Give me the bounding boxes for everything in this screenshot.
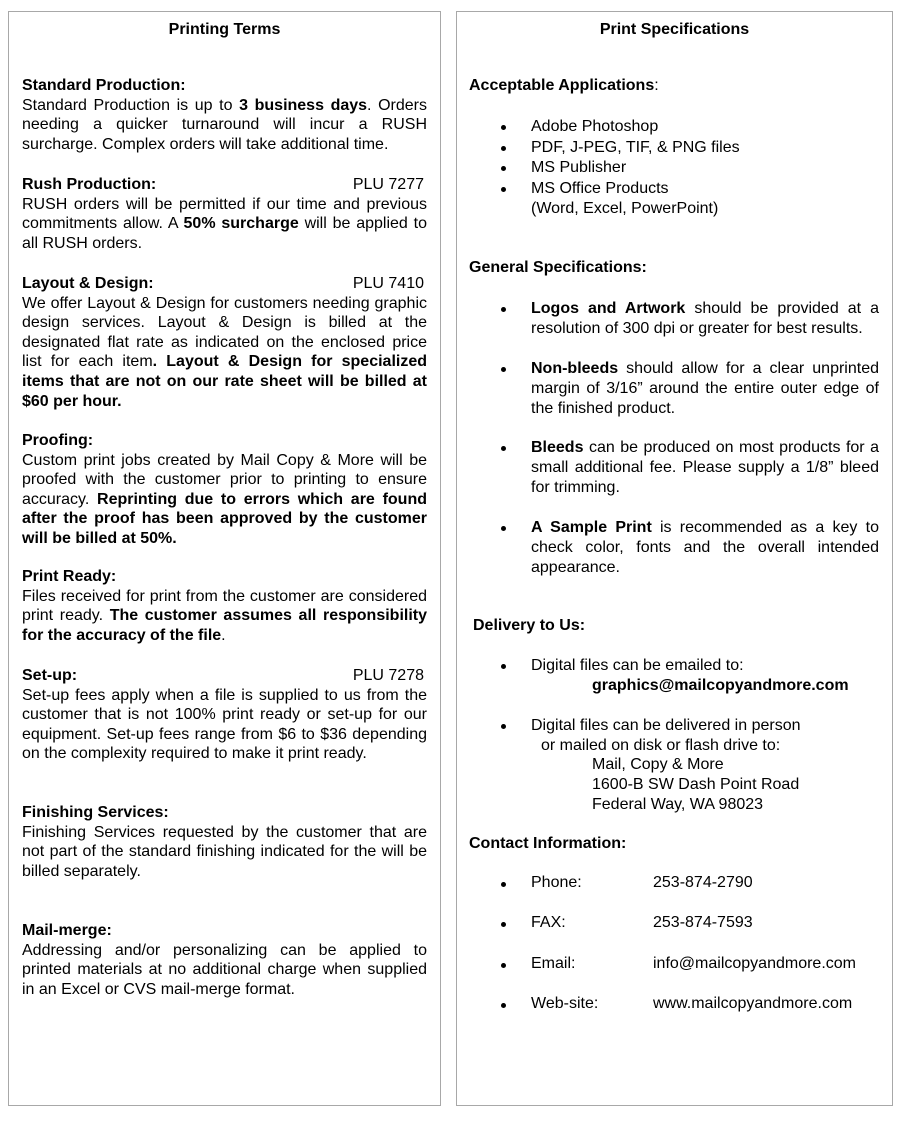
delivery-instruction-line1: Digital files can be delivered in person <box>531 717 801 734</box>
emphasis-text: Reprinting due to errors which are found after the proof has been approved by the customer will be billed at 50%. <box>22 490 427 547</box>
section-heading-text: Set-up: <box>22 667 78 684</box>
spec-description: is recommended as a key to check color, fonts and the overall intended appearance. <box>531 519 879 576</box>
plu-code <box>424 921 427 941</box>
terms-section <box>22 431 427 549</box>
section-heading <box>22 431 427 451</box>
address-line: Federal Way, WA 98023 <box>592 796 764 813</box>
bullet-icon <box>501 914 511 927</box>
bullet-icon <box>501 716 511 729</box>
terms-section <box>22 76 427 154</box>
terms-section <box>22 666 427 764</box>
contact-value[interactable]: www.mailcopyandmore.com <box>653 995 853 1012</box>
section-body <box>22 96 427 155</box>
plu-code: PLU 7278 <box>352 667 424 684</box>
spec-term: Logos and Artwork <box>531 300 686 317</box>
section-heading-text: Proofing: <box>22 432 94 449</box>
plu-code <box>424 803 427 823</box>
delivery-instruction-line2: or mailed on disk or flash drive to: <box>541 737 781 754</box>
bullet-icon <box>501 179 511 192</box>
address-line: Mail, Copy & More <box>592 756 724 773</box>
section-body <box>22 823 427 882</box>
spec-term: A Sample Print <box>531 519 652 536</box>
section-heading <box>22 666 427 686</box>
spec-description: should be provided at a resolution of 300 dpi or greater for best results. <box>531 300 880 337</box>
panel-title: Print Specifications <box>599 21 750 38</box>
bullet-icon <box>501 158 511 171</box>
body-text: . Orders needing a quicker turnaround will incur a RUSH surcharge. Complex orders will take additional time. <box>22 96 427 153</box>
emphasis-text: 50% surcharge <box>183 215 299 233</box>
section-body <box>22 686 427 764</box>
body-text: Files received for print from the customer are considered print ready. <box>22 587 427 625</box>
bullet-icon <box>501 518 511 531</box>
body-text: Custom print jobs created by Mail Copy & More will be proofed with the customer prior to printing to ensure accuracy. <box>22 451 427 508</box>
terms-section <box>22 274 427 411</box>
plu-code: PLU 7410 <box>352 275 424 292</box>
terms-section <box>22 921 427 999</box>
body-text: RUSH orders will be permitted if our time and previous commitments allow. A <box>22 195 427 233</box>
plu-code <box>424 567 427 587</box>
terms-section <box>22 175 427 253</box>
body-text: Standard Production is up to <box>22 96 240 114</box>
plu-code <box>424 76 427 96</box>
acceptable-applications-heading: Acceptable Applications: <box>469 77 659 94</box>
spec-text <box>531 438 879 498</box>
section-body <box>22 451 427 549</box>
section-heading <box>22 921 427 941</box>
section-heading-text: Finishing Services: <box>22 804 169 821</box>
section-heading-text: Mail-merge: <box>22 922 112 939</box>
section-heading-text: Rush Production: <box>22 176 157 193</box>
body-text: Finishing Services requested by the customer that are not part of the standard finishing indicated for the will be billed separately. <box>22 823 427 880</box>
bullet-icon <box>501 656 511 669</box>
section-heading <box>22 567 427 587</box>
plu-code: PLU 7277 <box>352 176 424 193</box>
spec-term: Non-bleeds <box>531 360 619 377</box>
spec-term: Bleeds <box>531 439 584 456</box>
address-line: 1600-B SW Dash Point Road <box>592 776 800 793</box>
contact-label: Email: <box>531 955 576 972</box>
section-heading-text: Print Ready: <box>22 568 117 585</box>
emphasis-text: 3 business days <box>239 96 368 114</box>
contact-label: FAX: <box>531 914 566 931</box>
bullet-icon <box>501 955 511 968</box>
body-text: Set-up fees apply when a file is supplied to us from the customer that is not 100% print ready or set-up for our equipment. Set-up fees range from $6 to $36 depending on the complexity required to make it print ready. <box>22 686 427 763</box>
bullet-icon <box>501 138 511 151</box>
contact-value[interactable]: info@mailcopyandmore.com <box>653 955 856 972</box>
spec-text <box>531 299 879 339</box>
section-heading <box>22 803 427 823</box>
section-body <box>22 294 427 412</box>
contact-value: 253-874-7593 <box>653 914 753 931</box>
contact-label: Phone: <box>531 874 582 891</box>
bullet-icon <box>501 995 511 1008</box>
section-heading <box>22 175 427 195</box>
print-specifications-panel: Print Specifications Acceptable Applications: Adobe Photoshop PDF, J-PEG, TIF, & PNG files MS Publisher MS Office Products (Word, Excel, PowerPoint) General Specifications: Logos and Artwork should be provided at a resolution of 300 dpi or greater for best results. Non-bleeds should allow for a clear unprinted margin of 3/16” around the entire outer edge of the finished product. Bleeds can be produced on most products for a small additional fee. Please supply a 1/8” bleed for trimming. A Sample Print is recommended as a key to check color, fonts and the overall intended appearance. Delivery to Us: Digital files can be emailed to: graphics@mailcopyandmore.com Digital files can be delivered in person or mailed on disk or flash drive to: Mail, Copy & More 1600-B SW Dash Point Road Federal Way, WA 98023 Contact Information: Phone: 253-874-2790 FAX: 253-874-7593 Email: info@mailcopyandmore.com Web-site: www.mailcopyandmore.com <box>456 11 893 1106</box>
section-body <box>22 195 427 254</box>
bullet-icon <box>501 359 511 372</box>
bullet-icon <box>501 438 511 451</box>
plu-code <box>424 431 427 451</box>
emphasis-text: The customer assumes all responsibility for the accuracy of the file <box>22 607 428 644</box>
emphasis-text: . Layout & Design for specialized items that are not on our rate sheet will be billed at $60 per hour. <box>22 353 428 410</box>
panel-title: Printing Terms <box>168 21 281 38</box>
graphics-email-link[interactable]: graphics@mailcopyandmore.com <box>592 677 849 694</box>
list-item-subtext: (Word, Excel, PowerPoint) <box>531 200 719 217</box>
body-text: Addressing and/or personalizing can be applied to printed materials at no additional charge when supplied in an Excel or CVS mail-merge format. <box>22 941 427 998</box>
spec-description: can be produced on most products for a small additional fee. Please supply a 1/8” bleed for trimming. <box>531 439 879 496</box>
spec-text <box>531 518 879 578</box>
section-heading <box>22 76 427 96</box>
section-heading-text: Layout & Design: <box>22 275 154 292</box>
contact-heading: Contact Information: <box>469 835 627 852</box>
bullet-icon <box>501 299 511 312</box>
spec-text <box>531 359 879 419</box>
delivery-heading: Delivery to Us: <box>473 617 586 634</box>
body-text: We offer Layout & Design for customers needing graphic design services. Layout & Design is billed at the designated flat rate as indicated on the enclosed price list for each item <box>22 294 427 371</box>
general-specifications-heading: General Specifications: <box>469 259 647 276</box>
terms-section <box>22 567 427 645</box>
contact-value: 253-874-2790 <box>653 874 753 891</box>
section-heading-text: Standard Production: <box>22 77 186 94</box>
body-text: . <box>221 626 226 644</box>
section-heading <box>22 274 427 294</box>
bullet-icon <box>501 117 511 130</box>
printing-terms-panel <box>8 11 441 1106</box>
section-body <box>22 587 427 646</box>
section-body <box>22 941 427 1000</box>
email-instruction: Digital files can be emailed to: <box>531 657 744 674</box>
bullet-icon <box>501 874 511 887</box>
contact-label: Web-site: <box>531 995 599 1012</box>
body-text: will be applied to all RUSH orders. <box>22 215 427 252</box>
spec-description: should allow for a clear unprinted margin of 3/16” around the entire outer edge of the finished product. <box>531 360 879 417</box>
terms-section <box>22 803 427 881</box>
